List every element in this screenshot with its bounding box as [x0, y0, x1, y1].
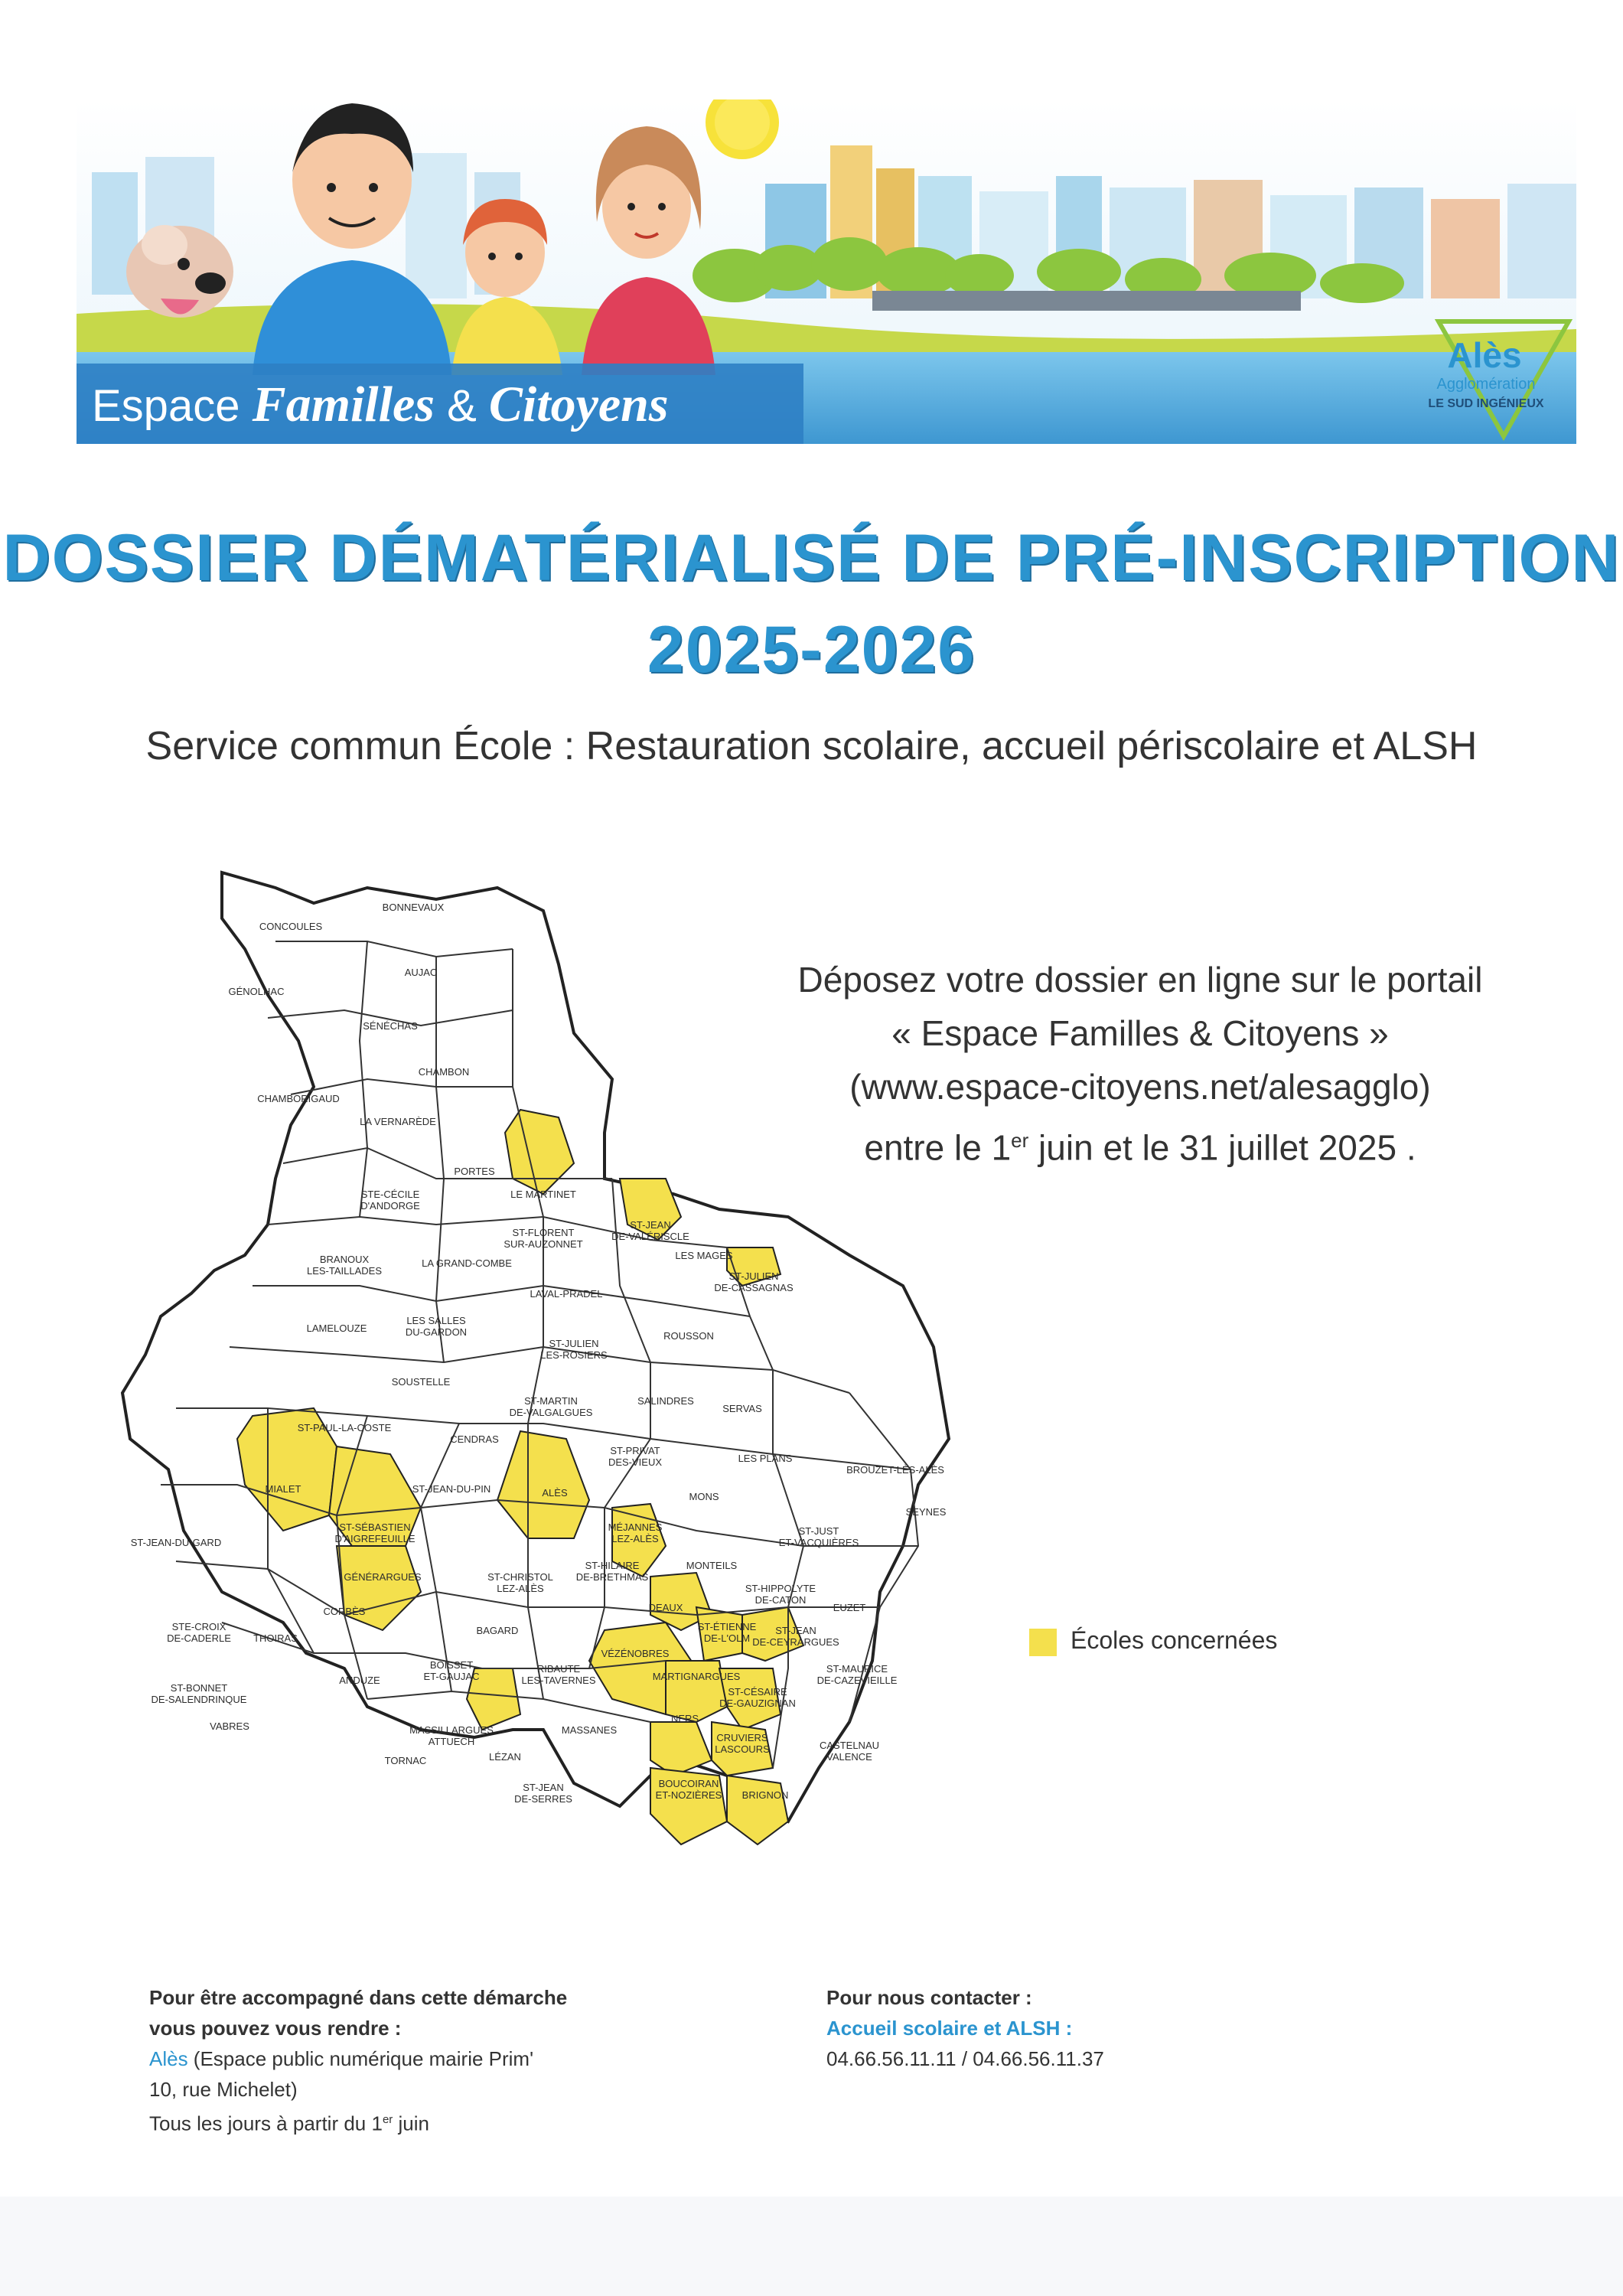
commune-label: STE-CROIX: [171, 1621, 227, 1632]
commune-label: ST-JEAN: [775, 1625, 816, 1636]
commune-label: MIALET: [265, 1483, 301, 1495]
commune-label: ST-BONNET: [170, 1682, 228, 1694]
commune-label: BOISSET: [429, 1659, 474, 1671]
page-title: DOSSIER DÉMATÉRIALISÉ DE PRÉ-INSCRIPTION: [2, 521, 1621, 595]
commune-label: LAVAL-PRADEL: [530, 1288, 603, 1300]
commune-label: CONCOULES: [259, 921, 323, 932]
commune-label: STE-CÉCILE: [360, 1189, 420, 1200]
commune-label: ET-NOZIÈRES: [655, 1789, 722, 1801]
commune-label: MONTEILS: [686, 1560, 738, 1571]
commune-label: DU-GARDON: [405, 1326, 468, 1338]
commune-label: ST-JULIEN: [549, 1338, 599, 1349]
zone-brignon: [727, 1776, 788, 1844]
communes-map: [115, 857, 979, 1883]
commune-label: SERVAS: [722, 1403, 762, 1414]
commune-label: CRUVIERS: [716, 1732, 768, 1743]
commune-label: GÉNOLHAC: [228, 986, 285, 997]
commune-label: CHAMBON: [418, 1066, 470, 1078]
commune-label: LES PLANS: [738, 1453, 793, 1464]
commune-label: LAMELOUZE: [306, 1322, 367, 1334]
commune-label: ANDUZE: [339, 1675, 380, 1686]
commune-label: DE-VALGALGUES: [509, 1407, 593, 1418]
commune-label: ST-JEAN-DU-PIN: [412, 1483, 491, 1495]
commune-label: ST-JEAN: [523, 1782, 564, 1793]
commune-label: ATTUECH: [428, 1736, 475, 1747]
svg-text:Alès: Alès: [1447, 335, 1522, 375]
commune-label: ET-GAUJAC: [423, 1671, 480, 1682]
commune-label: ST-CHRISTOL: [487, 1571, 553, 1583]
assistance-hours: Tous les jours à partir du 1er juin: [149, 2112, 429, 2135]
commune-label: DE-CATON: [754, 1594, 807, 1606]
svg-text:LE SUD INGÉNIEUX: LE SUD INGÉNIEUX: [1428, 397, 1544, 410]
commune-label: DE-CASSAGNAS: [714, 1282, 794, 1293]
commune-label: BONNEVAUX: [382, 902, 445, 913]
header-banner: [77, 99, 1576, 444]
commune-label: DES-VIEUX: [608, 1456, 663, 1468]
assistance-info: [149, 1982, 685, 2139]
commune-label: ST-PRIVAT: [610, 1445, 660, 1456]
commune-label: SALINDRES: [637, 1395, 694, 1407]
commune-label: LA GRAND-COMBE: [422, 1257, 512, 1269]
commune-label: CENDRAS: [450, 1433, 499, 1445]
banner-title: Espace Familles & Citoyens: [92, 377, 669, 432]
assistance-heading: Pour être accompagné dans cette démarche: [149, 1986, 568, 2009]
commune-label: ST-SÉBASTIEN: [339, 1521, 411, 1533]
commune-label: LES-TAILLADES: [306, 1265, 383, 1277]
bridge-illustration: [872, 291, 1301, 311]
commune-label: VABRES: [210, 1720, 249, 1732]
commune-label: CORBÈS: [323, 1606, 366, 1617]
commune-label: DE-SERRES: [514, 1793, 572, 1805]
commune-label: ST-ÉTIENNE: [697, 1621, 757, 1632]
commune-label: DE-SALENDRINQUE: [151, 1694, 247, 1705]
commune-label: LEZ-ALÈS: [611, 1533, 659, 1544]
portal-url: (www.espace-citoyens.net/alesagglo): [849, 1067, 1431, 1107]
commune-label: LES MAGES: [675, 1250, 733, 1261]
commune-label: NERS: [670, 1713, 699, 1724]
school-year: 2025-2026: [647, 613, 976, 687]
assistance-address: 10, rue Michelet): [149, 2078, 298, 2101]
commune-label: LE MARTINET: [510, 1189, 576, 1200]
commune-label: MÉJANNES: [608, 1521, 663, 1533]
commune-label: DE-GAUZIGNAN: [719, 1698, 796, 1709]
commune-label: SEYNES: [905, 1506, 947, 1518]
footer-band: [0, 2197, 1623, 2296]
commune-label: ET-VACQUIÈRES: [778, 1537, 859, 1548]
commune-label: BRIGNON: [741, 1789, 789, 1801]
commune-label: MASSILLARGUES: [409, 1724, 494, 1736]
commune-label: ST-JULIEN: [728, 1270, 779, 1282]
commune-label: LÉZAN: [489, 1751, 521, 1763]
contact-heading: Pour nous contacter :: [826, 1986, 1032, 2009]
commune-label: D'AIGREFEUILLE: [334, 1533, 416, 1544]
commune-label: BRANOUX: [319, 1254, 370, 1265]
commune-label: LEZ-ALÈS: [497, 1583, 544, 1594]
commune-label: RIBAUTE: [536, 1663, 581, 1675]
commune-label: D'ANDORGE: [360, 1200, 420, 1212]
cta-dates: entre le 1er juin et le 31 juillet 2025 .: [864, 1127, 1416, 1168]
commune-label: DE-L'OLM: [703, 1632, 751, 1644]
commune-label: BROUZET-LÈS-ALÈS: [846, 1464, 944, 1476]
commune-label: ALÈS: [542, 1487, 568, 1499]
contact-phones: 04.66.56.11.11 / 04.66.56.11.37: [826, 2047, 1104, 2070]
commune-label: CHAMBORIGAUD: [257, 1093, 340, 1104]
commune-label: ST-JEAN-DU-GARD: [130, 1537, 222, 1548]
commune-label: THOIRAS: [253, 1632, 298, 1644]
commune-label: DE-CADERLE: [167, 1632, 231, 1644]
commune-label: ST-JEAN: [630, 1219, 671, 1231]
commune-label: LES-TAVERNES: [521, 1675, 596, 1686]
svg-text:Agglomération: Agglomération: [1436, 376, 1536, 393]
page-subtitle: Service commun École : Restauration scolaire, accueil périscolaire et ALSH: [145, 724, 1478, 768]
legend-swatch-yellow: [1029, 1629, 1057, 1656]
commune-label: ST-MAURICE: [826, 1663, 888, 1675]
commune-label: ST-CÉSAIRE: [728, 1686, 787, 1698]
commune-label: MONS: [689, 1491, 719, 1502]
assistance-place: Alès (Espace public numérique mairie Prim': [149, 2047, 534, 2070]
commune-label: DEAUX: [648, 1602, 683, 1613]
commune-label: ST-HIPPOLYTE: [745, 1583, 816, 1594]
commune-label: DE-CEYRARGUES: [752, 1636, 839, 1648]
commune-label: LES-ROSIERS: [540, 1349, 608, 1361]
contact-service: Accueil scolaire et ALSH :: [826, 2017, 1073, 2040]
commune-label: VALENCE: [826, 1751, 872, 1763]
commune-label: DE-BRETHMAS: [575, 1571, 649, 1583]
commune-label: SUR-AUZONNET: [504, 1238, 583, 1250]
commune-label: LES SALLES: [406, 1315, 466, 1326]
contact-info: [826, 1982, 1286, 2074]
commune-label: SOUSTELLE: [391, 1376, 451, 1388]
commune-label: MARTIGNARGUES: [652, 1671, 741, 1682]
commune-label: MASSANES: [561, 1724, 618, 1736]
cta-line-2: « Espace Familles & Citoyens »: [891, 1013, 1389, 1053]
commune-label: ST-HILAIRE: [585, 1560, 640, 1571]
commune-label: VÉZÉNOBRES: [601, 1648, 670, 1659]
assistance-heading-2: vous pouvez vous rendre :: [149, 2017, 402, 2040]
commune-label: BAGARD: [476, 1625, 519, 1636]
commune-label: AUJAC: [404, 967, 438, 978]
commune-label: GÉNÉRARGUES: [344, 1571, 422, 1583]
commune-label: ST-JUST: [798, 1525, 839, 1537]
commune-label: ST-MARTIN: [524, 1395, 578, 1407]
commune-label: LA VERNARÈDE: [360, 1116, 436, 1127]
cta-line-1: Déposez votre dossier en ligne sur le portail: [797, 960, 1483, 1000]
commune-label: TORNAC: [384, 1755, 427, 1766]
commune-label: EUZET: [833, 1602, 866, 1613]
commune-label: SÉNÉCHAS: [363, 1020, 418, 1032]
commune-label: BOUCOIRAN: [658, 1778, 719, 1789]
commune-label: ROUSSON: [663, 1330, 714, 1342]
legend-label: Écoles concernées: [1071, 1626, 1278, 1654]
commune-label: DE-CAZEVIEILLE: [816, 1675, 898, 1686]
commune-label: CASTELNAU: [819, 1740, 880, 1751]
commune-label: PORTES: [454, 1166, 495, 1177]
commune-label: ST-FLORENT: [512, 1227, 575, 1238]
commune-label: DE-VALÉRISCLE: [611, 1231, 689, 1242]
map-legend: [1029, 1626, 1277, 1656]
commune-label: ST-PAUL-LA-COSTE: [297, 1422, 392, 1433]
commune-label: LASCOURS: [715, 1743, 770, 1755]
